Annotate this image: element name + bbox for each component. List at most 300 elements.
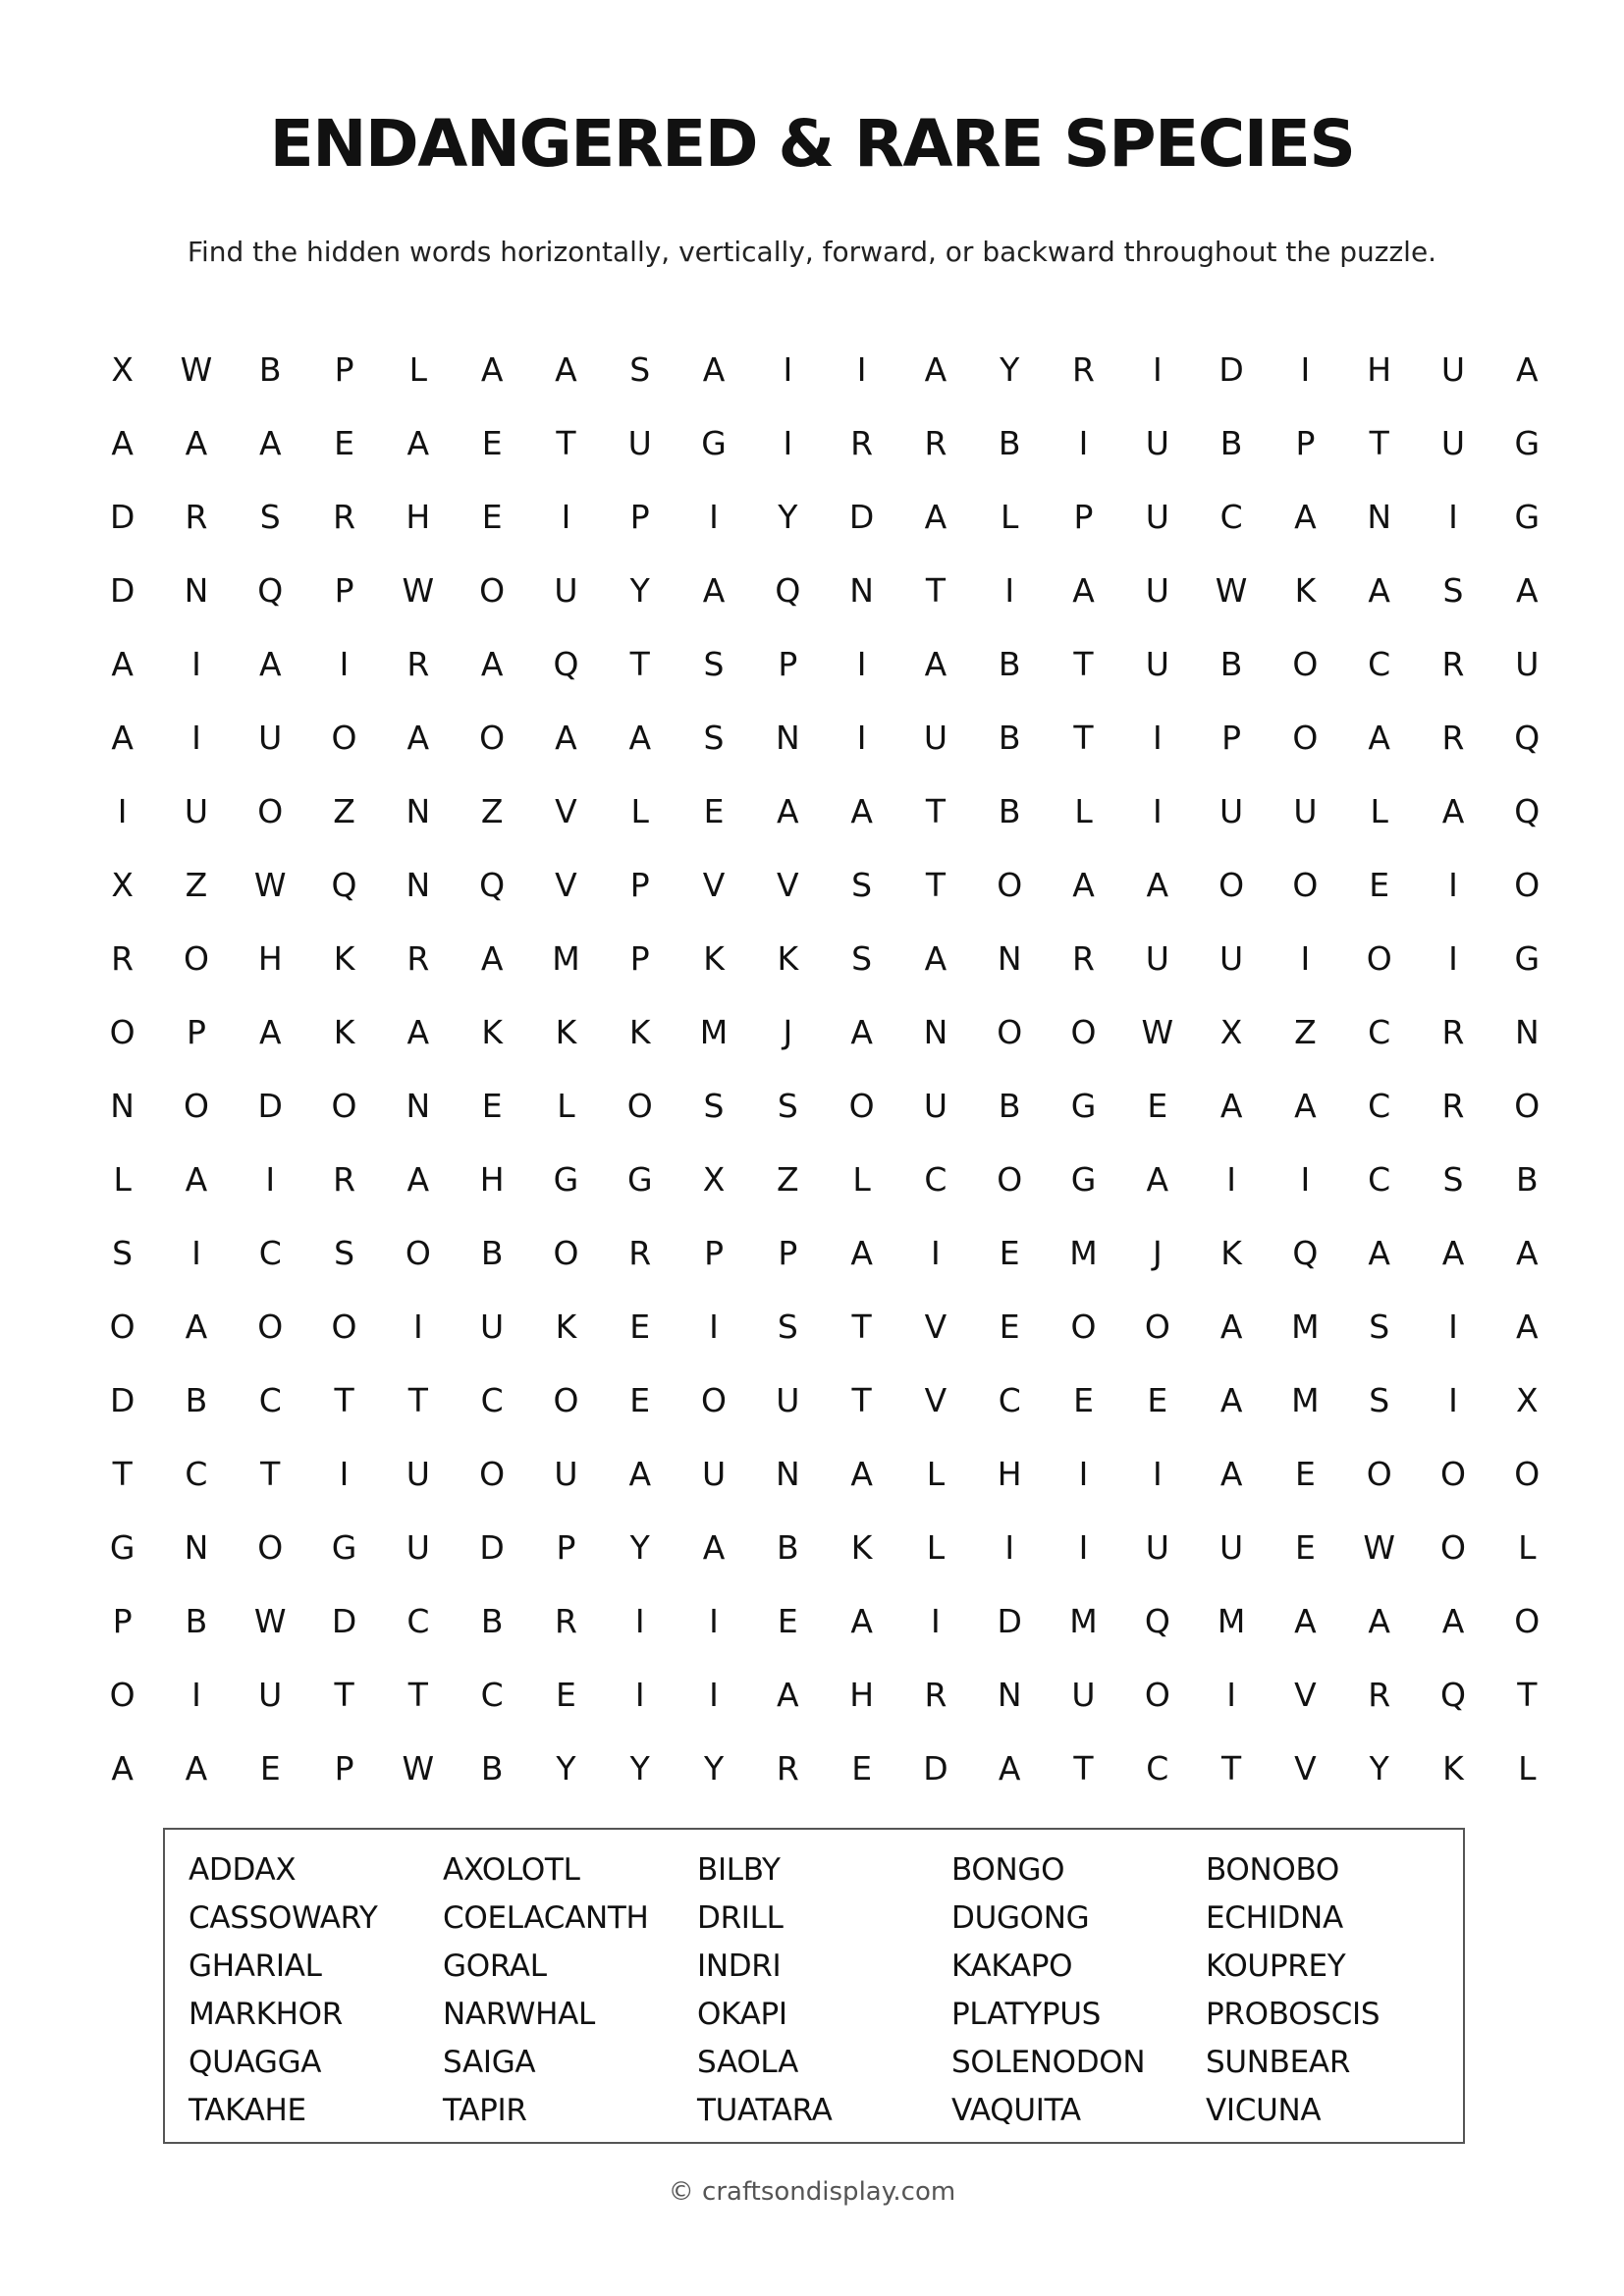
grid-letter: A [111,719,134,757]
grid-letter: M [1291,1381,1320,1419]
grid-letter: W [1363,1528,1396,1567]
grid-letter: A [1219,1087,1243,1125]
grid-letter: Q [331,866,357,904]
grid-letter: Z [480,792,504,830]
grid-letter: N [184,1528,209,1567]
grid-letter: Y [629,1749,650,1788]
grid-letter: E [1147,1381,1168,1419]
grid-letter: U [406,1528,430,1567]
word-list-item: OKAPI [697,1997,787,2032]
grid-letter: P [334,350,354,389]
grid-letter: O [997,1013,1023,1051]
grid-letter: C [480,1676,504,1714]
grid-letter: E [999,1308,1020,1346]
grid-letter: E [703,792,725,830]
grid-letter: O [626,1087,653,1125]
word-list-box [163,1828,1465,2144]
grid-letter: D [848,498,875,536]
instructions: Find the hidden words horizontally, vertically, forward, or backward throughout the puzzle. [187,236,1437,268]
grid-letter: K [555,1013,577,1051]
grid-letter: Q [1514,719,1541,757]
grid-letter: Y [703,1749,725,1788]
grid-letter: S [1369,1308,1390,1346]
grid-letter: A [185,1160,208,1199]
grid-letter: E [851,1749,873,1788]
grid-letter: U [258,719,283,757]
grid-letter: U [1145,571,1169,610]
grid-letter: U [1293,792,1318,830]
grid-letter: E [481,498,503,536]
grid-letter: R [924,424,947,462]
grid-letter: H [479,1160,505,1199]
grid-letter: K [333,1013,355,1051]
grid-letter: D [109,1381,135,1419]
grid-letter: A [924,350,947,389]
word-list-item: BILBY [697,1852,781,1888]
grid-letter: H [406,498,431,536]
grid-letter: I [783,424,793,462]
grid-letter: U [1219,939,1244,978]
grid-letter: O [331,1087,357,1125]
grid-letter: I [1152,350,1163,389]
word-list-item: VICUNA [1206,2093,1322,2128]
grid-letter: A [480,350,504,389]
grid-letter: I [1300,350,1311,389]
grid-letter: A [777,792,799,830]
grid-letter: R [185,498,208,536]
grid-letter: I [339,645,350,683]
grid-letter: O [479,719,506,757]
word-list-item: GORAL [443,1949,547,1984]
grid-letter: N [1514,1013,1540,1051]
grid-letter: G [701,424,727,462]
grid-letter: G [1514,498,1541,536]
grid-letter: A [777,1676,799,1714]
grid-letter: B [185,1602,208,1640]
grid-letter: A [406,719,430,757]
grid-letter: T [851,1308,872,1346]
grid-letter: O [1144,1676,1170,1714]
grid-letter: A [555,350,577,389]
grid-letter: G [553,1160,579,1199]
word-list-item: PROBOSCIS [1206,1997,1380,2032]
grid-letter: Q [1440,1676,1466,1714]
word-list-item: BONGO [951,1852,1065,1888]
grid-letter: C [406,1602,430,1640]
grid-letter: U [1145,645,1169,683]
grid-letter: A [702,571,726,610]
grid-letter: E [1369,866,1390,904]
grid-letter: P [186,1013,206,1051]
grid-letter: P [556,1528,576,1567]
grid-letter: Y [1000,350,1020,389]
grid-letter: O [405,1234,431,1272]
grid-letter: A [111,645,134,683]
grid-letter: N [1367,498,1392,536]
grid-letter: P [704,1234,724,1272]
grid-letter: I [1300,1160,1311,1199]
word-list-item: SAOLA [697,2045,799,2080]
grid-letter: H [257,939,283,978]
grid-letter: T [112,1455,133,1493]
grid-letter: C [1368,645,1391,683]
grid-letter: U [1145,424,1169,462]
grid-letter: D [109,498,135,536]
grid-letter: I [634,1676,645,1714]
grid-letter: A [628,1455,652,1493]
word-list-item: ADDAX [189,1852,297,1888]
grid-letter: A [111,1749,134,1788]
grid-letter: V [702,866,726,904]
grid-letter: T [1221,1749,1242,1788]
grid-letter: A [850,1602,873,1640]
letter-grid [85,333,1564,1805]
grid-letter: G [109,1528,135,1567]
grid-letter: Q [1144,1602,1170,1640]
word-list-item: TUATARA [697,2093,833,2128]
grid-letter: Z [185,866,208,904]
word-list-item: CASSOWARY [189,1900,378,1936]
grid-letter: U [627,424,652,462]
grid-letter: Y [1369,1749,1389,1788]
grid-letter: P [334,1749,354,1788]
grid-letter: K [333,939,355,978]
grid-letter: I [856,719,867,757]
grid-letter: I [1226,1160,1236,1199]
grid-letter: G [1070,1160,1097,1199]
grid-letter: V [555,792,577,830]
grid-letter: T [925,571,946,610]
grid-letter: L [852,1160,871,1199]
grid-letter: I [191,1234,201,1272]
grid-letter: O [553,1381,579,1419]
grid-letter: G [1514,939,1541,978]
word-list-item: TAPIR [443,2093,527,2128]
grid-letter: A [1294,498,1317,536]
grid-letter: X [1219,1013,1243,1051]
grid-letter: A [555,719,577,757]
grid-letter: S [259,498,281,536]
grid-letter: B [1219,424,1243,462]
grid-letter: U [1440,424,1466,462]
grid-letter: E [1294,1528,1316,1567]
grid-letter: I [1078,1455,1089,1493]
grid-letter: Q [1292,1234,1319,1272]
grid-letter: U [554,571,578,610]
grid-letter: I [856,350,867,389]
grid-letter: S [851,939,873,978]
grid-letter: A [1368,1602,1390,1640]
grid-letter: R [924,1676,947,1714]
grid-letter: W [1141,1013,1174,1051]
grid-letter: I [117,792,128,830]
grid-letter: O [331,719,357,757]
grid-letter: M [1291,1308,1320,1346]
grid-letter: S [1442,571,1464,610]
grid-letter: V [555,866,577,904]
grid-letter: Y [778,498,798,536]
grid-letter: Y [556,1749,576,1788]
grid-letter: B [998,424,1021,462]
grid-letter: J [1152,1234,1163,1272]
grid-letter: A [258,424,282,462]
grid-letter: L [1518,1749,1537,1788]
grid-letter: D [331,1602,357,1640]
grid-letter: Y [629,571,650,610]
grid-letter: S [703,1087,725,1125]
grid-letter: V [1294,1676,1317,1714]
grid-letter: I [1448,1308,1458,1346]
grid-letter: V [924,1381,947,1419]
grid-letter: Q [553,645,579,683]
grid-letter: K [628,1013,651,1051]
grid-letter: S [629,350,651,389]
grid-letter: O [701,1381,728,1419]
grid-letter: A [702,350,726,389]
grid-letter: A [406,1013,430,1051]
grid-letter: I [191,1676,201,1714]
grid-letter: O [1292,645,1319,683]
grid-letter: P [112,1602,133,1640]
grid-letter: W [1215,571,1248,610]
grid-letter: C [998,1381,1021,1419]
grid-letter: O [1440,1528,1466,1567]
grid-letter: P [1295,424,1316,462]
grid-letter: Q [1514,792,1541,830]
grid-letter: E [629,1308,651,1346]
grid-letter: A [1219,1455,1243,1493]
word-list-item: MARKHOR [189,1997,343,2032]
grid-letter: I [265,1160,276,1199]
grid-letter: W [402,1749,435,1788]
grid-letter: N [184,571,209,610]
grid-letter: I [191,645,201,683]
grid-letter: M [1217,1602,1246,1640]
grid-letter: I [1448,498,1458,536]
grid-letter: A [1219,1308,1243,1346]
grid-letter: B [998,645,1021,683]
grid-letter: R [406,645,430,683]
grid-letter: A [1368,571,1390,610]
grid-letter: A [628,719,652,757]
grid-letter: U [258,1676,283,1714]
grid-letter: O [257,1308,284,1346]
grid-letter: R [628,1234,652,1272]
word-list-item: SAIGA [443,2045,536,2080]
grid-letter: T [260,1455,281,1493]
grid-letter: I [931,1602,941,1640]
grid-letter: U [1440,350,1466,389]
grid-letter: N [923,1013,948,1051]
grid-letter: A [258,1013,282,1051]
grid-letter: N [406,866,431,904]
grid-letter: O [997,866,1023,904]
grid-letter: T [851,1381,872,1419]
grid-letter: I [1448,866,1458,904]
grid-letter: M [1069,1234,1098,1272]
grid-letter: A [185,1749,208,1788]
grid-letter: L [630,792,649,830]
grid-letter: A [850,1234,873,1272]
grid-letter: U [1071,1676,1096,1714]
grid-letter: L [926,1455,946,1493]
grid-letter: D [109,571,135,610]
word-list-item: TAKAHE [189,2093,306,2128]
grid-letter: O [1440,1455,1466,1493]
grid-letter: U [776,1381,800,1419]
grid-letter: H [997,1455,1022,1493]
grid-letter: I [709,1602,719,1640]
grid-letter: T [407,1676,428,1714]
grid-letter: C [258,1234,282,1272]
grid-letter: P [629,498,650,536]
grid-letter: U [1219,1528,1244,1567]
grid-letter: I [561,498,571,536]
grid-letter: T [629,645,650,683]
grid-letter: W [402,571,435,610]
grid-letter: T [1073,719,1094,757]
grid-letter: B [480,1749,504,1788]
grid-letter: L [1370,792,1388,830]
grid-letter: Q [479,866,506,904]
grid-letter: L [926,1528,946,1567]
grid-letter: I [1078,1528,1089,1567]
grid-letter: O [1514,1087,1541,1125]
grid-letter: A [1516,1234,1539,1272]
grid-letter: B [998,1087,1021,1125]
grid-letter: Z [777,1160,799,1199]
grid-letter: E [556,1676,576,1714]
grid-letter: I [783,350,793,389]
grid-letter: B [998,719,1021,757]
grid-letter: T [1517,1676,1538,1714]
grid-letter: S [851,866,873,904]
grid-letter: I [339,1455,350,1493]
grid-letter: O [257,792,284,830]
grid-letter: A [1368,1234,1390,1272]
grid-letter: O [1514,866,1541,904]
grid-letter: R [1441,645,1465,683]
grid-letter: U [701,1455,727,1493]
grid-letter: L [408,350,428,389]
word-list-item: KAKAPO [951,1949,1073,1984]
grid-letter: A [1219,1381,1243,1419]
grid-letter: A [185,1308,208,1346]
word-list-item: NARWHAL [443,1997,596,2032]
grid-letter: A [1441,1234,1465,1272]
grid-letter: E [259,1749,281,1788]
grid-letter: N [775,1455,800,1493]
grid-letter: O [1366,939,1392,978]
grid-letter: S [703,719,725,757]
grid-letter: S [1442,1160,1464,1199]
word-list-item: SUNBEAR [1206,2045,1351,2080]
grid-letter: A [702,1528,726,1567]
grid-letter: R [850,424,874,462]
grid-letter: O [183,939,209,978]
grid-letter: U [923,1087,947,1125]
grid-letter: I [634,1602,645,1640]
grid-letter: A [1072,571,1095,610]
grid-letter: T [925,792,946,830]
grid-letter: C [1368,1013,1391,1051]
grid-letter: A [185,424,208,462]
grid-letter: O [257,1528,284,1567]
grid-letter: A [1368,719,1390,757]
footer-credit: © craftsondisplay.com [668,2177,956,2207]
grid-letter: U [923,719,947,757]
grid-letter: J [783,1013,793,1051]
grid-letter: E [1147,1087,1168,1125]
grid-letter: G [1070,1087,1097,1125]
grid-letter: S [334,1234,355,1272]
grid-letter: T [556,424,576,462]
grid-letter: D [479,1528,505,1567]
grid-letter: K [1294,571,1317,610]
grid-letter: L [557,1087,575,1125]
grid-letter: V [1294,1749,1317,1788]
grid-letter: D [997,1602,1022,1640]
grid-letter: N [997,1676,1022,1714]
grid-letter: O [553,1234,579,1272]
grid-letter: O [109,1676,135,1714]
grid-letter: R [1441,719,1465,757]
grid-letter: B [480,1602,504,1640]
grid-letter: P [778,645,798,683]
grid-letter: P [778,1234,798,1272]
grid-letter: B [998,792,1021,830]
grid-letter: E [777,1602,798,1640]
grid-letter: B [185,1381,208,1419]
grid-letter: G [1514,424,1541,462]
grid-letter: M [552,939,580,978]
grid-letter: O [1292,719,1319,757]
word-list-item: ECHIDNA [1206,1900,1343,1936]
grid-letter: I [856,645,867,683]
grid-letter: Q [775,571,801,610]
grid-letter: R [111,939,135,978]
grid-letter: U [1145,1528,1169,1567]
grid-letter: O [109,1308,135,1346]
grid-letter: L [1074,792,1093,830]
grid-letter: S [777,1308,798,1346]
grid-letter: U [1145,939,1169,978]
grid-letter: P [1073,498,1094,536]
grid-letter: Q [257,571,284,610]
grid-letter: U [554,1455,578,1493]
grid-letter: K [703,939,725,978]
grid-letter: R [1441,1087,1465,1125]
grid-letter: A [1516,1308,1539,1346]
grid-letter: N [406,792,431,830]
grid-letter: V [924,1308,947,1346]
grid-letter: C [1219,498,1243,536]
grid-letter: W [253,866,287,904]
grid-letter: U [480,1308,505,1346]
grid-letter: R [1368,1676,1391,1714]
grid-letter: E [481,424,503,462]
grid-letter: G [626,1160,653,1199]
grid-letter: U [406,1455,430,1493]
grid-letter: A [480,939,504,978]
grid-letter: I [1152,792,1163,830]
grid-letter: M [1069,1602,1098,1640]
grid-letter: O [479,571,506,610]
grid-letter: A [480,645,504,683]
grid-letter: B [258,350,282,389]
grid-letter: E [1073,1381,1094,1419]
grid-letter: P [629,866,650,904]
